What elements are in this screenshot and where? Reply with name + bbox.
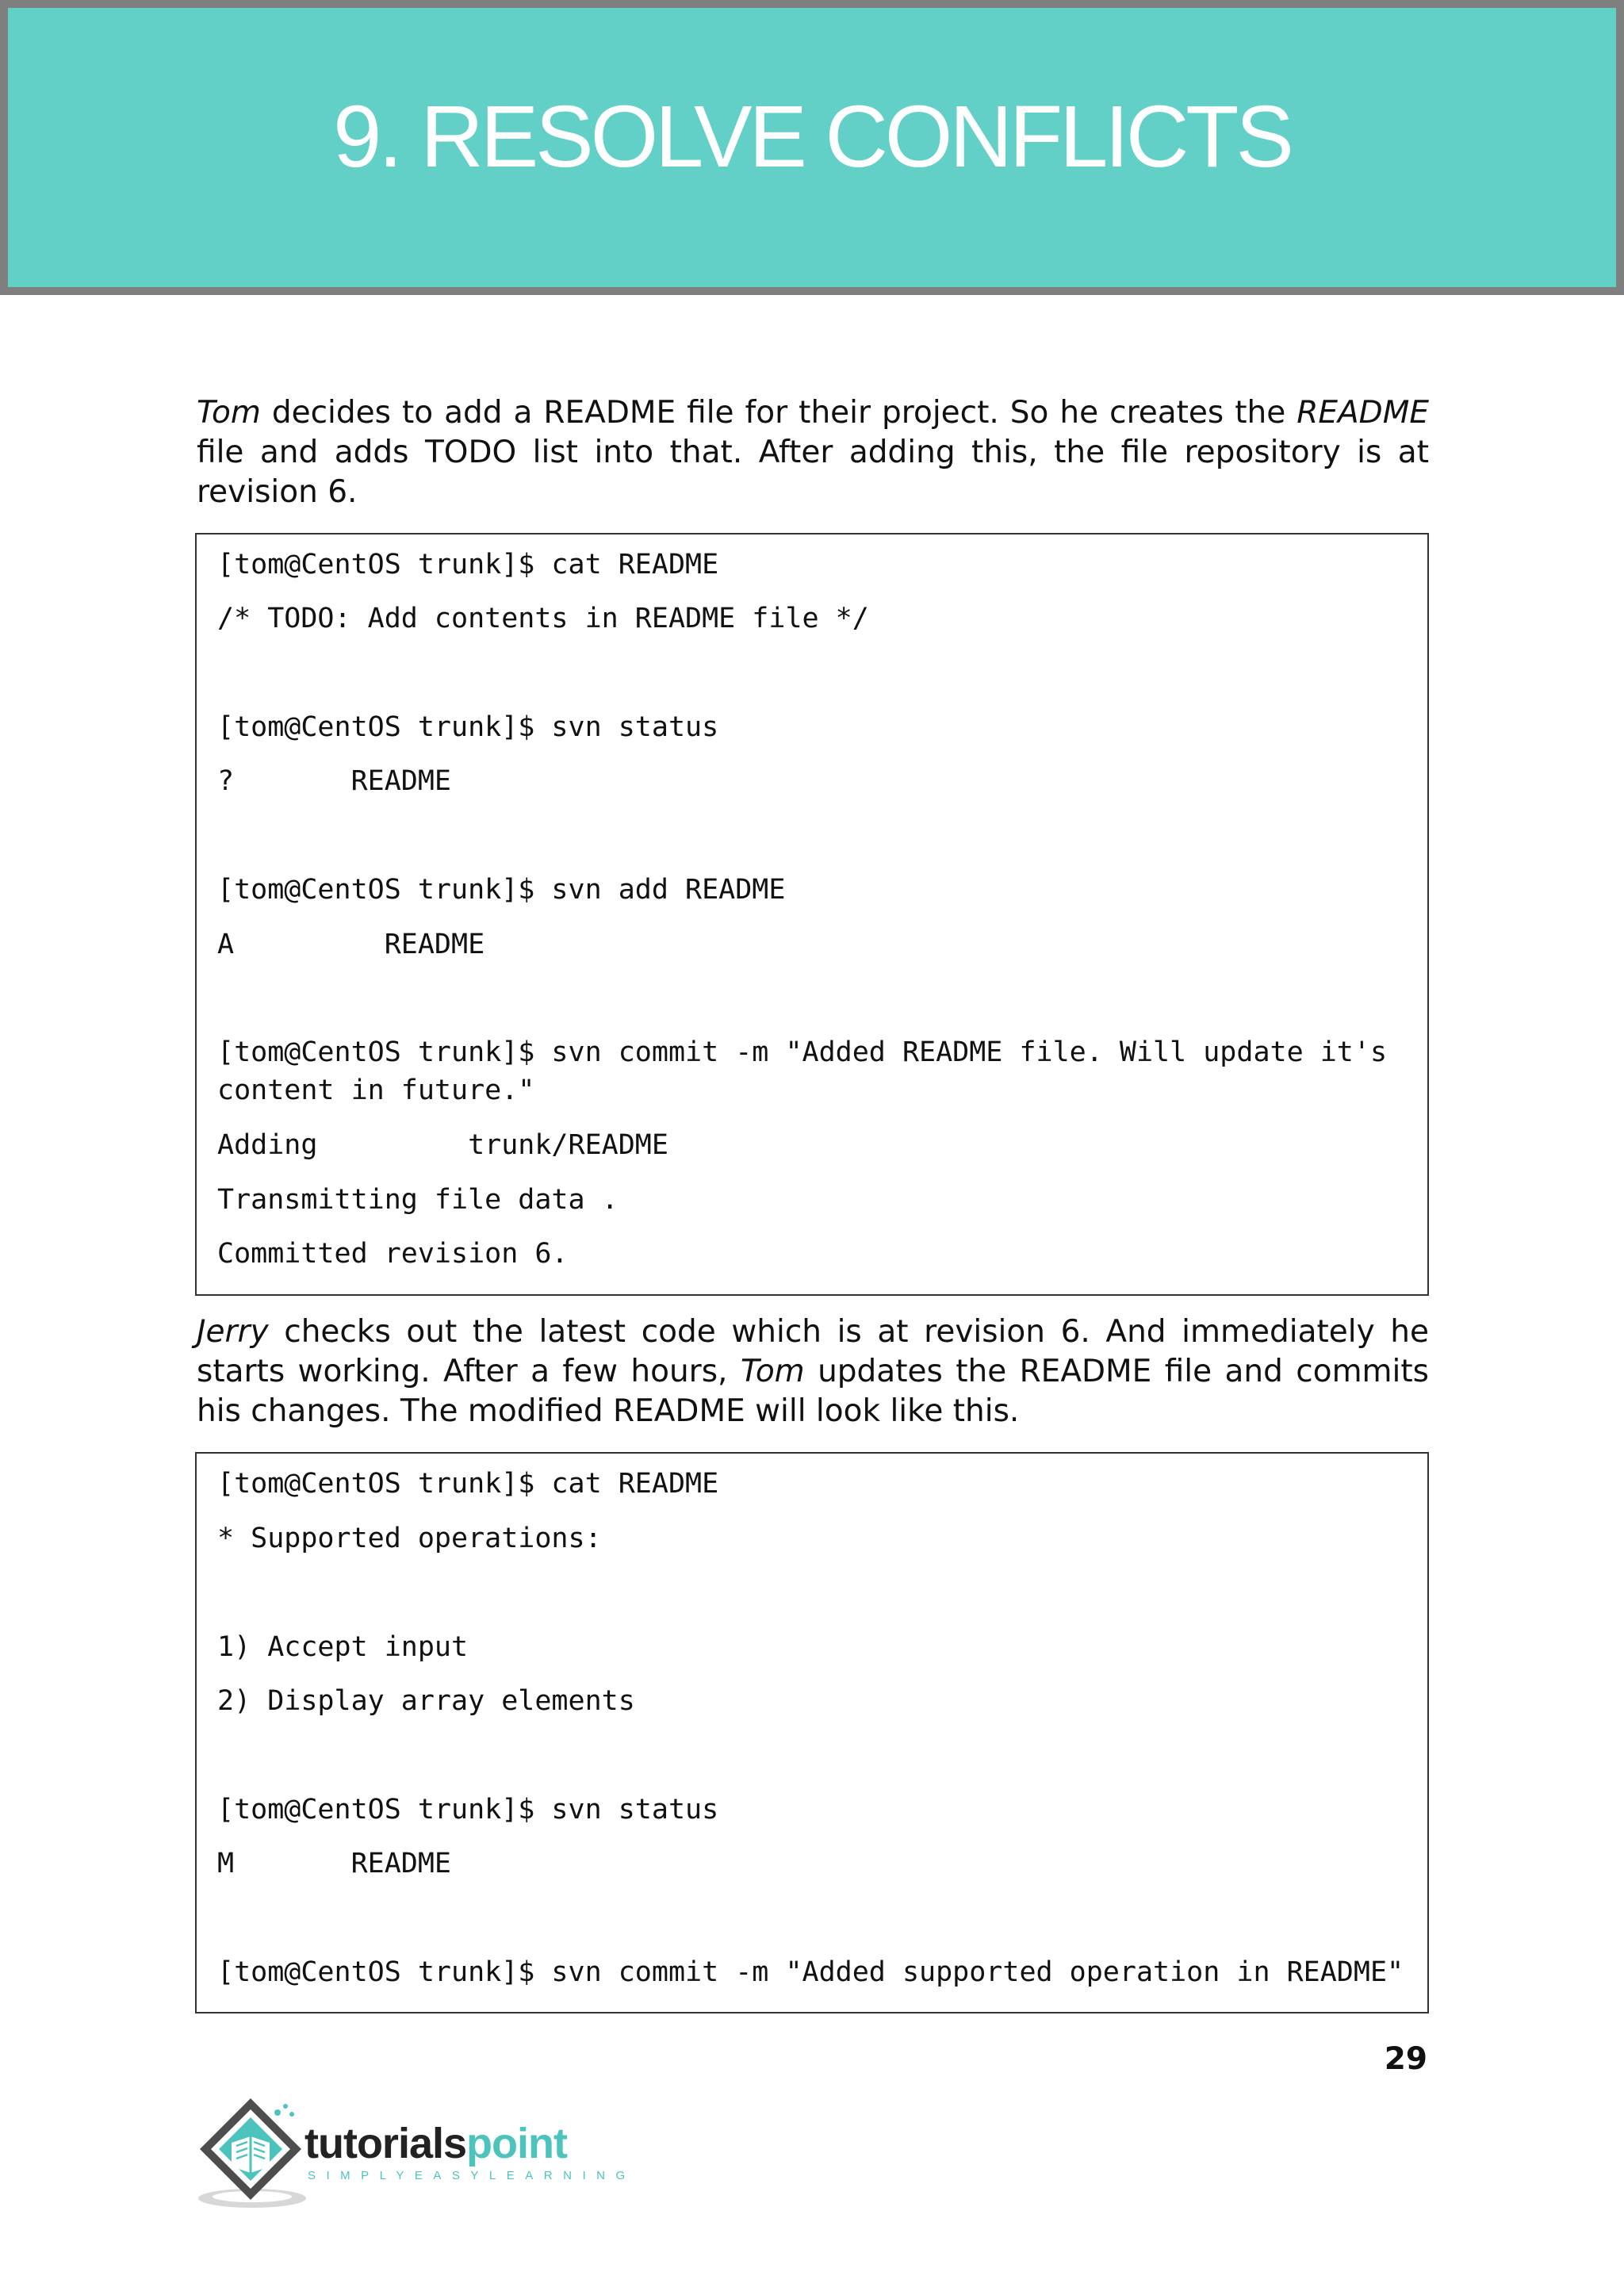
- person-name-tom: Tom: [197, 395, 261, 431]
- chapter-title: 9. RESOLVE CONFLICTS: [333, 88, 1291, 186]
- intro-paragraph: [197, 393, 1429, 512]
- code-line: [tom@CentOS trunk]$ svn commit -m "Added README file. Will update it's content in future.": [217, 1036, 1404, 1106]
- logo-wordmark: tutorialspoint: [304, 2120, 567, 2167]
- code-line: Committed revision 6.: [217, 1238, 569, 1270]
- code-line: [tom@CentOS trunk]$ svn add README: [217, 874, 786, 906]
- code-line: [tom@CentOS trunk]$ cat README: [217, 1468, 719, 1500]
- page-number: 29: [1384, 2041, 1427, 2077]
- code-block-1: [195, 533, 1429, 1296]
- code-line: Adding trunk/README: [217, 1129, 668, 1161]
- paragraph-text: decides to add a README file for their project. So he creates the: [260, 395, 1297, 431]
- logo-tagline: SIMPLYEASYLEARNING: [308, 2169, 636, 2182]
- code-line: A README: [217, 929, 485, 960]
- paragraph-text: checks out the latest code which is at revision 6. And immediately he starts working. After a few hours,: [197, 1314, 1429, 1389]
- code-line: * Supported operations:: [217, 1523, 602, 1554]
- code-block-2: [195, 1452, 1429, 2013]
- file-name-readme: README: [1297, 395, 1429, 431]
- code-line: 1) Accept input: [217, 1631, 469, 1663]
- code-line: 2) Display array elements: [217, 1685, 635, 1717]
- logo-diamond-icon: [195, 2094, 306, 2213]
- person-name-jerry: Jerry: [197, 1314, 269, 1350]
- chapter-header-banner: [0, 0, 1624, 295]
- code-line: [tom@CentOS trunk]$ svn commit -m "Added supported operation in README": [217, 1956, 1404, 1988]
- code-line: /* TODO: Add contents in README file */: [217, 603, 869, 634]
- code-line: [tom@CentOS trunk]$ svn status: [217, 1794, 719, 1826]
- paragraph-text: updates the README file and commits his changes. The modified README will look like this.: [197, 1354, 1429, 1429]
- code-line: M README: [217, 1848, 452, 1879]
- code-line: ? README: [217, 765, 452, 797]
- code-line: Transmitting file data .: [217, 1184, 619, 1216]
- paragraph-text: file and adds TODO list into that. After adding this, the file repository is at revision 6.: [197, 435, 1429, 510]
- explanation-paragraph: [197, 1312, 1429, 1431]
- person-name-tom: Tom: [740, 1354, 805, 1389]
- code-line: [tom@CentOS trunk]$ cat README: [217, 549, 719, 580]
- tutorialspoint-logo: [195, 2094, 636, 2213]
- code-line: [tom@CentOS trunk]$ svn status: [217, 711, 719, 743]
